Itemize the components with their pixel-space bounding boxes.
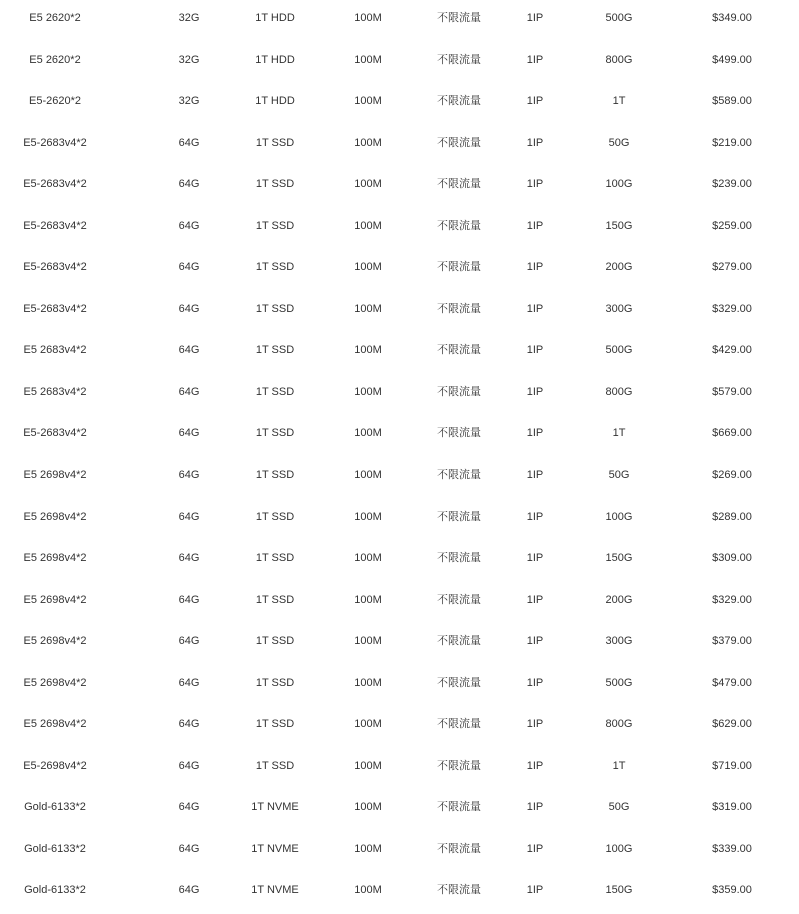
- traffic-cell: 不限流量: [437, 260, 481, 274]
- disk-cell: 1T SSD: [255, 552, 295, 565]
- ip-cell: 1IP: [526, 95, 544, 108]
- defense-cell: 100G: [605, 178, 633, 191]
- cpu-cell: Gold-6133*2: [24, 801, 86, 814]
- bandwidth-cell: 100M: [354, 95, 382, 108]
- defense-cell: 50G: [608, 801, 630, 814]
- bandwidth-cell: 100M: [354, 593, 382, 606]
- ram-cell: 64G: [178, 385, 200, 398]
- defense-cell: 100G: [605, 842, 633, 855]
- ram-cell: 64G: [178, 136, 200, 149]
- disk-cell: 1T NVME: [251, 801, 299, 814]
- traffic-cell: 不限流量: [437, 11, 481, 24]
- defense-cell: 800G: [605, 718, 633, 731]
- price-cell: $339.00: [712, 842, 752, 855]
- cpu-cell: E5 2698v4*2: [23, 510, 87, 523]
- bandwidth-cell: 100M: [354, 385, 382, 398]
- traffic-cell: 不限流量: [437, 800, 481, 814]
- price-cell: $669.00: [712, 427, 752, 440]
- table-row: [0, 582, 799, 624]
- traffic-cell: 不限流量: [437, 509, 481, 523]
- table-row: [0, 42, 799, 84]
- disk-cell: 1T SSD: [255, 469, 295, 482]
- price-cell: $499.00: [712, 53, 752, 66]
- traffic-cell: 不限流量: [437, 301, 481, 315]
- ram-cell: 64G: [178, 427, 200, 440]
- disk-cell: 1T SSD: [255, 178, 295, 191]
- table-row: [0, 208, 799, 250]
- table-row: [0, 374, 799, 416]
- bandwidth-cell: 100M: [354, 53, 382, 66]
- bandwidth-cell: 100M: [354, 842, 382, 855]
- table-row: [0, 125, 799, 167]
- disk-cell: 1T HDD: [255, 53, 295, 66]
- table-row: [0, 872, 799, 914]
- disk-cell: 1T SSD: [255, 676, 295, 689]
- disk-cell: 1T SSD: [255, 510, 295, 523]
- disk-cell: 1T SSD: [255, 759, 295, 772]
- cpu-cell: Gold-6133*2: [24, 842, 86, 855]
- cpu-cell: E5-2683v4*2: [23, 136, 87, 149]
- defense-cell: 1T: [612, 95, 626, 108]
- bandwidth-cell: 100M: [354, 261, 382, 274]
- ip-cell: 1IP: [526, 469, 544, 482]
- disk-cell: 1T SSD: [255, 593, 295, 606]
- ip-cell: 1IP: [526, 759, 544, 772]
- bandwidth-cell: 100M: [354, 884, 382, 897]
- table-row: [0, 789, 799, 831]
- ram-cell: 64G: [178, 510, 200, 523]
- defense-cell: 50G: [608, 469, 630, 482]
- price-cell: $589.00: [712, 95, 752, 108]
- ram-cell: 32G: [178, 53, 200, 66]
- traffic-cell: 不限流量: [437, 592, 481, 606]
- ip-cell: 1IP: [526, 53, 544, 66]
- ip-cell: 1IP: [526, 427, 544, 440]
- table-row: [0, 706, 799, 748]
- cpu-cell: E5 2698v4*2: [23, 469, 87, 482]
- cpu-cell: Gold-6133*2: [24, 884, 86, 897]
- price-cell: $429.00: [712, 344, 752, 357]
- ram-cell: 64G: [178, 884, 200, 897]
- disk-cell: 1T SSD: [255, 302, 295, 315]
- price-cell: $239.00: [712, 178, 752, 191]
- defense-cell: 300G: [605, 635, 633, 648]
- bandwidth-cell: 100M: [354, 136, 382, 149]
- defense-cell: 150G: [605, 219, 633, 232]
- ram-cell: 64G: [178, 552, 200, 565]
- defense-cell: 1T: [612, 427, 626, 440]
- traffic-cell: 不限流量: [437, 551, 481, 565]
- price-cell: $219.00: [712, 136, 752, 149]
- traffic-cell: 不限流量: [437, 841, 481, 855]
- ram-cell: 64G: [178, 469, 200, 482]
- bandwidth-cell: 100M: [354, 178, 382, 191]
- table-row: [0, 540, 799, 582]
- table-row: [0, 166, 799, 208]
- cpu-cell: E5 2698v4*2: [23, 635, 87, 648]
- cpu-cell: E5-2698v4*2: [23, 759, 87, 772]
- bandwidth-cell: 100M: [354, 635, 382, 648]
- ram-cell: 64G: [178, 842, 200, 855]
- ip-cell: 1IP: [526, 801, 544, 814]
- bandwidth-cell: 100M: [354, 718, 382, 731]
- traffic-cell: 不限流量: [437, 52, 481, 66]
- price-cell: $579.00: [712, 385, 752, 398]
- table-row: [0, 291, 799, 333]
- disk-cell: 1T SSD: [255, 635, 295, 648]
- defense-cell: 800G: [605, 385, 633, 398]
- table-row: [0, 623, 799, 665]
- defense-cell: 500G: [605, 344, 633, 357]
- disk-cell: 1T SSD: [255, 344, 295, 357]
- defense-cell: 800G: [605, 53, 633, 66]
- bandwidth-cell: 100M: [354, 801, 382, 814]
- price-cell: $329.00: [712, 302, 752, 315]
- disk-cell: 1T SSD: [255, 385, 295, 398]
- ip-cell: 1IP: [526, 635, 544, 648]
- disk-cell: 1T SSD: [255, 136, 295, 149]
- price-cell: $319.00: [712, 801, 752, 814]
- cpu-cell: E5 2683v4*2: [23, 344, 87, 357]
- table-row: [0, 457, 799, 499]
- price-cell: $279.00: [712, 261, 752, 274]
- cpu-cell: E5-2620*2: [29, 95, 81, 108]
- defense-cell: 1T: [612, 759, 626, 772]
- ram-cell: 64G: [178, 759, 200, 772]
- ram-cell: 64G: [178, 635, 200, 648]
- traffic-cell: 不限流量: [437, 883, 481, 897]
- bandwidth-cell: 100M: [354, 427, 382, 440]
- ram-cell: 64G: [178, 219, 200, 232]
- traffic-cell: 不限流量: [437, 758, 481, 772]
- cpu-cell: E5-2683v4*2: [23, 178, 87, 191]
- defense-cell: 500G: [605, 12, 633, 24]
- traffic-cell: 不限流量: [437, 468, 481, 482]
- table-row: [0, 83, 799, 125]
- disk-cell: 1T SSD: [255, 718, 295, 731]
- bandwidth-cell: 100M: [354, 676, 382, 689]
- cpu-cell: E5 2620*2: [29, 53, 81, 66]
- traffic-cell: 不限流量: [437, 343, 481, 357]
- ram-cell: 64G: [178, 676, 200, 689]
- traffic-cell: 不限流量: [437, 384, 481, 398]
- price-cell: $359.00: [712, 884, 752, 897]
- traffic-cell: 不限流量: [437, 135, 481, 149]
- cpu-cell: E5 2620*2: [29, 12, 81, 24]
- ram-cell: 64G: [178, 178, 200, 191]
- ip-cell: 1IP: [526, 302, 544, 315]
- defense-cell: 100G: [605, 510, 633, 523]
- disk-cell: 1T NVME: [251, 842, 299, 855]
- price-cell: $269.00: [712, 469, 752, 482]
- traffic-cell: 不限流量: [437, 218, 481, 232]
- traffic-cell: 不限流量: [437, 426, 481, 440]
- ip-cell: 1IP: [526, 676, 544, 689]
- ip-cell: 1IP: [526, 136, 544, 149]
- cpu-cell: E5-2683v4*2: [23, 427, 87, 440]
- table-row: [0, 415, 799, 457]
- ram-cell: 64G: [178, 344, 200, 357]
- disk-cell: 1T HDD: [255, 95, 295, 108]
- price-cell: $289.00: [712, 510, 752, 523]
- price-cell: $349.00: [712, 12, 752, 24]
- disk-cell: 1T NVME: [251, 884, 299, 897]
- defense-cell: 200G: [605, 261, 633, 274]
- ip-cell: 1IP: [526, 12, 544, 24]
- ram-cell: 64G: [178, 718, 200, 731]
- bandwidth-cell: 100M: [354, 344, 382, 357]
- ip-cell: 1IP: [526, 219, 544, 232]
- price-cell: $329.00: [712, 593, 752, 606]
- ram-cell: 64G: [178, 593, 200, 606]
- price-cell: $629.00: [712, 718, 752, 731]
- bandwidth-cell: 100M: [354, 552, 382, 565]
- price-cell: $719.00: [712, 759, 752, 772]
- table-row: [0, 665, 799, 707]
- price-cell: $379.00: [712, 635, 752, 648]
- traffic-cell: 不限流量: [437, 94, 481, 108]
- ip-cell: 1IP: [526, 344, 544, 357]
- disk-cell: 1T SSD: [255, 219, 295, 232]
- ip-cell: 1IP: [526, 510, 544, 523]
- traffic-cell: 不限流量: [437, 717, 481, 731]
- traffic-cell: 不限流量: [437, 177, 481, 191]
- ip-cell: 1IP: [526, 593, 544, 606]
- ip-cell: 1IP: [526, 178, 544, 191]
- bandwidth-cell: 100M: [354, 219, 382, 232]
- bandwidth-cell: 100M: [354, 12, 382, 24]
- price-cell: $309.00: [712, 552, 752, 565]
- traffic-cell: 不限流量: [437, 675, 481, 689]
- ip-cell: 1IP: [526, 552, 544, 565]
- table-row: [0, 831, 799, 873]
- table-row: [0, 249, 799, 291]
- cpu-cell: E5 2683v4*2: [23, 385, 87, 398]
- price-cell: $259.00: [712, 219, 752, 232]
- cpu-cell: E5 2698v4*2: [23, 552, 87, 565]
- ram-cell: 64G: [178, 801, 200, 814]
- bandwidth-cell: 100M: [354, 302, 382, 315]
- cpu-cell: E5-2683v4*2: [23, 219, 87, 232]
- table-row: [0, 748, 799, 790]
- ip-cell: 1IP: [526, 385, 544, 398]
- ram-cell: 32G: [178, 12, 200, 24]
- cpu-cell: E5 2698v4*2: [23, 718, 87, 731]
- defense-cell: 200G: [605, 593, 633, 606]
- bandwidth-cell: 100M: [354, 469, 382, 482]
- traffic-cell: 不限流量: [437, 634, 481, 648]
- cpu-cell: E5 2698v4*2: [23, 593, 87, 606]
- table-row: [0, 499, 799, 541]
- cpu-cell: E5-2683v4*2: [23, 261, 87, 274]
- ram-cell: 32G: [178, 95, 200, 108]
- bandwidth-cell: 100M: [354, 759, 382, 772]
- price-cell: $479.00: [712, 676, 752, 689]
- defense-cell: 50G: [608, 136, 630, 149]
- ram-cell: 64G: [178, 302, 200, 315]
- disk-cell: 1T SSD: [255, 261, 295, 274]
- table-row: [0, 332, 799, 374]
- ip-cell: 1IP: [526, 842, 544, 855]
- disk-cell: 1T SSD: [255, 427, 295, 440]
- table-row: [0, 0, 799, 42]
- defense-cell: 150G: [605, 552, 633, 565]
- defense-cell: 150G: [605, 884, 633, 897]
- ip-cell: 1IP: [526, 884, 544, 897]
- ip-cell: 1IP: [526, 261, 544, 274]
- ip-cell: 1IP: [526, 718, 544, 731]
- ram-cell: 64G: [178, 261, 200, 274]
- defense-cell: 300G: [605, 302, 633, 315]
- disk-cell: 1T HDD: [255, 12, 295, 24]
- cpu-cell: E5 2698v4*2: [23, 676, 87, 689]
- bandwidth-cell: 100M: [354, 510, 382, 523]
- defense-cell: 500G: [605, 676, 633, 689]
- cpu-cell: E5-2683v4*2: [23, 302, 87, 315]
